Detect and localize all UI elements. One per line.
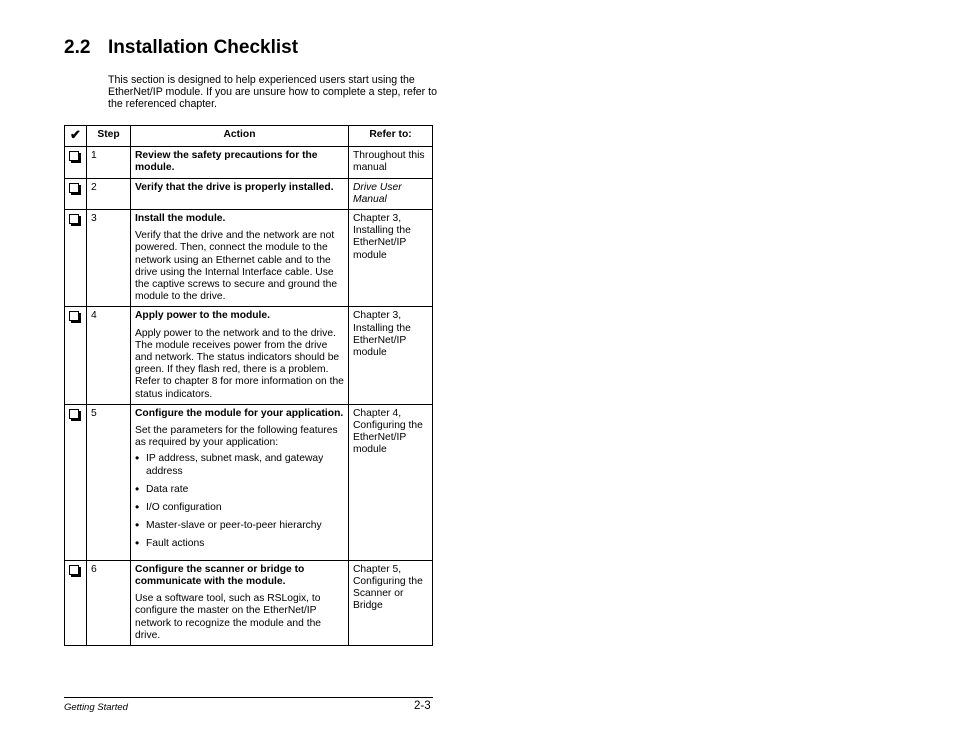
step-number: 5: [87, 404, 131, 560]
step-title: Review the safety precautions for the module.: [135, 150, 318, 174]
step-description: Apply power to the network and to the drive. The module receives power from the drive and network. The status indicators should be green. If they flash red, there is a problem. Refer to chapter 8 for more information on the status indicators.: [135, 327, 344, 400]
refer-cell: Chapter 5, Configuring the Scanner or Bridge: [349, 560, 433, 645]
action-cell: [131, 178, 349, 209]
checkbox-cell: [65, 178, 87, 209]
footer-rule: [64, 697, 433, 698]
page-number: 2-3: [414, 700, 431, 712]
table-row: [65, 404, 433, 560]
checkbox-cell: [65, 210, 87, 307]
feature-list-item: • Fault actions: [135, 538, 345, 550]
header-action: Action: [131, 126, 349, 147]
installation-checklist-table: [64, 125, 433, 646]
table-row: [65, 178, 433, 209]
checkbox-cell: [65, 560, 87, 645]
checkmark-icon: ✔: [70, 127, 81, 142]
action-cell: [131, 147, 349, 178]
refer-cell: Drive User Manual: [349, 178, 433, 209]
refer-cell: Chapter 4, Configuring the EtherNet/IP module: [349, 404, 433, 560]
checkbox-icon[interactable]: [69, 409, 79, 419]
step-title: Install the module.: [135, 213, 226, 225]
step-title: Verify that the drive is properly installed.: [135, 181, 334, 193]
step-description: Use a software tool, such as RSLogix, to configure the master on the EtherNet/IP network to recognize the module and the drive.: [135, 593, 322, 641]
checkbox-cell: [65, 147, 87, 178]
checkbox-icon[interactable]: [69, 565, 79, 575]
checkbox-cell: [65, 404, 87, 560]
feature-list: [135, 453, 345, 550]
action-cell: [131, 307, 349, 404]
action-cell: [131, 404, 349, 560]
action-cell: [131, 560, 349, 645]
refer-cell: Chapter 3, Installing the EtherNet/IP module: [349, 210, 433, 307]
step-number: 1: [87, 147, 131, 178]
step-number: 6: [87, 560, 131, 645]
header-check: [65, 126, 87, 147]
step-title: Configure the module for your application.: [135, 407, 344, 419]
header-step: Step: [87, 126, 131, 147]
section-number: 2.2: [64, 37, 91, 58]
header-refer: Refer to:: [349, 126, 433, 147]
intro-paragraph: This section is designed to help experienced users start using the EtherNet/IP module. If you are unsure how to complete a step, refer to the referenced chapter.: [108, 74, 437, 110]
table-row: [65, 210, 433, 307]
step-number: 2: [87, 178, 131, 209]
step-description: Set the parameters for the following features as required by your application:: [135, 425, 338, 449]
feature-list-item: • Master-slave or peer-to-peer hierarchy: [135, 520, 345, 532]
step-number: 3: [87, 210, 131, 307]
checkbox-icon[interactable]: [69, 151, 79, 161]
step-title: Apply power to the module.: [135, 310, 271, 322]
table-row: [65, 307, 433, 404]
refer-cell: Chapter 3, Installing the EtherNet/IP module: [349, 307, 433, 404]
feature-list-item: • Data rate: [135, 484, 345, 496]
step-description: Verify that the drive and the network are not powered. Then, connect the module to the network using an Ethernet cable and to the drive using the Internal Interface cable. Use the captive screws to secure and ground the module to the drive.: [135, 230, 338, 303]
checkbox-icon[interactable]: [69, 214, 79, 224]
section-heading: [64, 37, 298, 59]
step-number: 4: [87, 307, 131, 404]
table-row: [65, 147, 433, 178]
section-title: Installation Checklist: [108, 37, 299, 58]
step-title: Configure the scanner or bridge to communicate with the module.: [135, 563, 305, 587]
refer-cell: Throughout this manual: [349, 147, 433, 178]
feature-list-item: • I/O configuration: [135, 502, 345, 514]
table-row: [65, 560, 433, 645]
footer-chapter-name: Getting Started: [64, 702, 128, 713]
checkbox-icon[interactable]: [69, 183, 79, 193]
checkbox-cell: [65, 307, 87, 404]
feature-list-item: • IP address, subnet mask, and gateway address: [135, 453, 345, 477]
table-header-row: [65, 126, 433, 147]
action-cell: [131, 210, 349, 307]
table-body: [65, 147, 433, 646]
checkbox-icon[interactable]: [69, 311, 79, 321]
